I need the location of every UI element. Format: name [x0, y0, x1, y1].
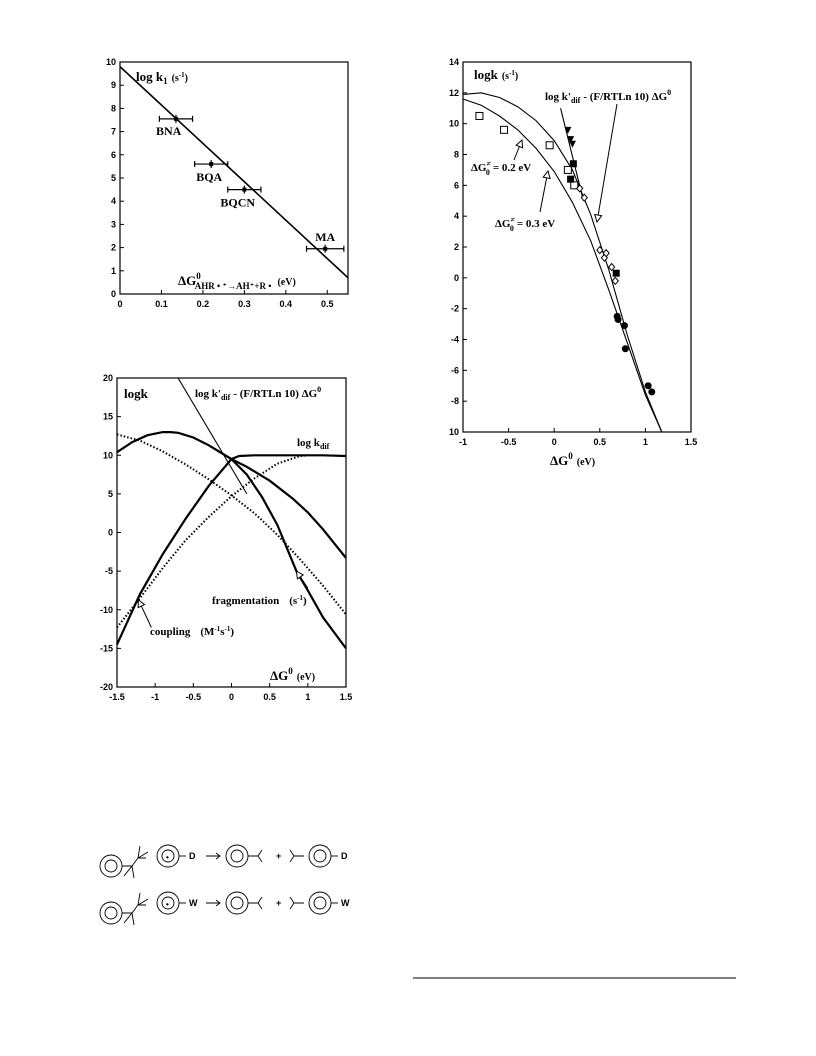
chart-b — [100, 373, 352, 702]
chart-a-point — [174, 117, 178, 121]
chart-c-ytick-label: -8 — [450, 396, 459, 407]
chart-b-coupling-main: coupling — [150, 626, 191, 638]
chart-a-point-label: BQA — [196, 170, 223, 185]
chart-b-xtick-label: -1.5 — [109, 692, 125, 702]
chart-a-frame — [120, 62, 348, 294]
chart-b-frame — [117, 378, 346, 687]
chart-b-xlabel-main: ΔG — [270, 668, 289, 683]
chart-c-ylabel-unit: (s — [501, 71, 510, 82]
chart-c-linear-label — [545, 88, 671, 105]
chart-b-frag-main: fragmentation — [212, 595, 280, 607]
chart-b-ytick-label: -10 — [99, 604, 113, 615]
chart-b-frag-exp: -1 — [297, 594, 304, 602]
chart-a-ytick-label: 4 — [110, 196, 116, 207]
chart-c-ytick-label: 6 — [453, 180, 459, 191]
chart-b-linear-a: log k' — [195, 388, 221, 400]
chart-c-linear-sup: 0 — [667, 88, 672, 97]
chart-b-ylabel: logk — [124, 386, 148, 401]
benzene-ring-icon — [226, 845, 248, 867]
chart-a-xlabel-unit: (eV) — [277, 277, 296, 288]
chart-c-xtick-label: 1.5 — [684, 437, 698, 447]
scheme-row2-plus: + — [276, 898, 282, 908]
reaction-arrow-icon — [206, 853, 220, 859]
chart-a-xlabel-sup: 0 — [196, 271, 201, 281]
chart-c-ylabel-close: ) — [514, 71, 519, 82]
chart-a-point — [242, 188, 246, 192]
chart-a-xlabel-sub: AHR • ⁺→AH⁺+R • — [194, 281, 272, 291]
chart-c-linear-arrow — [597, 104, 617, 222]
chart-c-label-03 — [495, 215, 555, 233]
chart-b-ytick-label: -15 — [99, 643, 113, 654]
chart-c-point-open-square — [501, 126, 508, 133]
chart-b-coupling-close: ) — [230, 626, 235, 638]
chart-b-ytick-label: 5 — [107, 488, 113, 499]
chart-a-xtick-label: 0 — [117, 299, 123, 309]
chart-c-ytick-label: -2 — [450, 303, 459, 314]
chart-a-ytick-label: 3 — [110, 219, 116, 230]
chart-c-label-02-sup: ≠ — [486, 159, 491, 168]
chart-b-xlabel-sup: 0 — [288, 666, 293, 676]
chart-c-curve-1 — [463, 99, 662, 432]
chart-a-ytick-label: 1 — [110, 265, 116, 276]
chart-c-point-filled-circle — [621, 322, 628, 329]
chart-c-linear-a: log k' — [545, 91, 571, 103]
chart-b-xtick-label: -1 — [151, 692, 160, 702]
fragment-bond-icon — [248, 850, 262, 862]
chart-b-ytick-label: 15 — [102, 411, 113, 422]
chart-b-coupling-exp2: -1 — [224, 625, 231, 633]
chart-c-xlabel-sup: 0 — [568, 451, 573, 461]
chart-c-xtick-label: 1 — [642, 437, 648, 447]
chart-b-series-1 — [117, 455, 346, 644]
chart-c-ytick-label: 10 — [448, 427, 459, 437]
chart-c-point-filled-triangle — [564, 127, 571, 134]
chart-b-dif-main: log k — [297, 437, 320, 449]
chart-a-ylabel — [136, 69, 188, 86]
chart-a-xtick-label: 0.3 — [238, 299, 251, 309]
fragment-bond-icon — [248, 897, 262, 909]
benzene-ring-icon — [100, 902, 122, 924]
scheme-row-2 — [100, 892, 338, 925]
chart-a-fit-line — [120, 67, 348, 278]
chart-c-ytick-label: 2 — [453, 242, 459, 252]
chart-c-ylabel-exp: -1 — [509, 69, 515, 77]
chart-c-point-open-diamond — [609, 264, 615, 271]
chart-c-xlabel-unit: (eV) — [576, 457, 596, 468]
fragment-bond-icon — [290, 850, 304, 862]
chart-c-curve-0 — [463, 93, 662, 432]
chart-c-label-02-a: ΔG — [471, 162, 487, 174]
chart-a-ylabel-close: ) — [184, 73, 189, 84]
chart-c-point-filled-square — [570, 160, 577, 167]
chart-b-frag-arrow-head — [296, 571, 303, 579]
chart-c-ytick-label: 8 — [453, 149, 459, 160]
chart-c-frame — [463, 62, 691, 432]
chart-b-linear-b: - (F/RTLn 10) ΔG — [233, 388, 318, 400]
chart-a-point-label: BNA — [155, 123, 182, 138]
chart-c-point-open-square — [546, 142, 553, 149]
chart-c-point-filled-circle — [622, 345, 629, 352]
chart-a — [106, 57, 348, 309]
fragment-bond-icon — [290, 897, 304, 909]
chart-c-ytick-label: -6 — [450, 365, 459, 376]
chart-c-02-arrow-head — [516, 140, 522, 148]
chart-b-coupling-label — [150, 625, 234, 638]
benzene-ring-inner-icon — [314, 897, 326, 909]
chart-c-point-open-square — [476, 112, 483, 119]
benzene-ring-inner-icon — [231, 897, 243, 909]
chart-a-ytick-label: 5 — [110, 173, 116, 183]
chart-c-linear-b: - (F/RTLn 10) ΔG — [583, 91, 668, 103]
chart-c-03-arrow-head — [543, 171, 550, 179]
scheme-row1-plus: + — [276, 851, 282, 861]
chart-b-xlabel — [270, 666, 315, 683]
chart-c-ytick-label: 4 — [453, 211, 459, 222]
chart-c-ytick-label: 12 — [448, 87, 459, 98]
benzene-ring-inner-icon — [105, 860, 117, 872]
reaction-scheme — [100, 845, 338, 925]
chart-c-label-03-b: = 0.3 eV — [516, 218, 556, 230]
chart-b-ytick-label: 10 — [102, 450, 113, 461]
benzene-ring-inner-icon — [105, 907, 117, 919]
chart-c-label-03-sup: ≠ — [510, 215, 515, 224]
benzene-ring-icon — [309, 892, 331, 914]
chart-c-label-03-sub: 0 — [509, 224, 514, 233]
chart-c-point-filled-circle — [645, 382, 652, 389]
chart-a-ytick-label: 8 — [110, 103, 116, 114]
chart-b-ytick-label: 20 — [102, 373, 113, 383]
chart-a-xlabel — [178, 271, 296, 291]
chart-c-label-02-sub: 0 — [485, 168, 490, 177]
scheme-row1-radical: • — [166, 853, 169, 862]
chart-b-coupling-arrow-head — [138, 600, 144, 608]
chart-b-series-2 — [232, 459, 347, 648]
chart-c-xtick-label: -0.5 — [500, 437, 517, 447]
chart-a-ytick-label: 0 — [110, 289, 116, 299]
chart-b-frag-unit: (s — [289, 595, 298, 607]
scheme-row2-substituent: W — [189, 898, 198, 908]
chart-a-ytick-label: 10 — [105, 57, 116, 67]
chart-c-ytick-label: 0 — [453, 272, 459, 283]
chart-a-xtick-label: 0.2 — [196, 299, 210, 309]
chart-b-xtick-label: 1 — [305, 692, 311, 702]
chart-a-point-label: BQCN — [220, 195, 256, 210]
benzene-ring-icon — [309, 845, 331, 867]
chart-c-ylabel — [474, 67, 518, 82]
chart-c-linear-sub: dif — [570, 96, 581, 105]
chart-a-ytick-label: 2 — [110, 242, 116, 253]
chart-c-ytick-label: 14 — [448, 57, 459, 67]
reaction-arrow-icon — [206, 900, 220, 906]
chart-c-xtick-label: 0 — [551, 437, 557, 447]
scheme-row2-radical: • — [166, 900, 169, 909]
chart-c-ytick-label: -4 — [450, 334, 459, 345]
chart-b-xtick-label: 1.5 — [339, 692, 353, 702]
chart-b-ytick-label: 0 — [107, 527, 113, 538]
chart-b-series-3 — [117, 434, 346, 614]
chart-b-xtick-label: 0 — [228, 692, 235, 702]
chart-b-linear-sup: 0 — [317, 385, 322, 394]
chart-b-xtick-label: -0.5 — [185, 692, 202, 702]
chart-c-xlabel — [550, 451, 595, 468]
scheme-row-1 — [100, 845, 338, 878]
chart-c-point-filled-square — [567, 176, 574, 183]
chart-a-ylabel-main: log k — [136, 69, 164, 84]
bond-lines-icon — [122, 846, 148, 878]
chart-c-xtick-label: 0.5 — [593, 437, 607, 447]
chart-b-linear-sub: dif — [220, 393, 231, 402]
chart-c-ylabel-main: logk — [474, 67, 498, 82]
bond-lines-icon — [122, 893, 148, 925]
chart-c-label-02 — [471, 159, 531, 177]
chart-a-xtick-label: 0.4 — [279, 299, 293, 309]
chart-c-xlabel-main: ΔG — [550, 453, 569, 468]
chart-c-label-03-a: ΔG — [495, 218, 511, 230]
chart-a-point-label: MA — [315, 229, 336, 244]
chart-b-linear-label — [195, 385, 321, 402]
chart-b-dif-sub: dif — [319, 442, 330, 451]
chart-a-point — [323, 247, 327, 251]
chart-b-ytick-label: -5 — [104, 566, 113, 577]
chart-c-linear-arrow-head — [595, 215, 602, 222]
chart-b-ytick-label: -20 — [99, 682, 113, 692]
chart-c-point-filled-circle — [648, 388, 655, 395]
chart-c-point-filled-square — [613, 270, 620, 277]
chart-a-ytick-label: 7 — [110, 126, 116, 137]
chart-a-xlabel-main: ΔG — [178, 273, 197, 288]
chart-c-point-open-square — [564, 166, 571, 173]
chart-b-frag-label — [212, 594, 307, 607]
benzene-ring-inner-icon — [314, 850, 326, 862]
scheme-row1-substituent: D — [189, 851, 196, 861]
chart-a-ytick-label: 9 — [110, 80, 116, 91]
benzene-ring-icon — [100, 855, 122, 877]
chart-b-dif-label — [297, 437, 330, 451]
chart-b-xtick-label: 0.5 — [263, 692, 276, 702]
scheme-labels — [166, 851, 350, 909]
chart-a-ylabel-exp: -1 — [178, 71, 185, 79]
chart-a-point — [209, 162, 213, 166]
chart-b-xlabel-unit: (eV) — [296, 672, 316, 683]
chart-a-xtick-label: 0.1 — [155, 299, 168, 309]
chart-b-coupling-unit: (M — [200, 626, 215, 638]
chart-b-coupling-mid: s — [220, 626, 225, 638]
benzene-ring-icon — [226, 892, 248, 914]
chart-b-coupling-exp1: -1 — [214, 625, 221, 633]
chart-a-xtick-label: 0.5 — [321, 299, 334, 309]
benzene-ring-inner-icon — [231, 850, 243, 862]
chart-b-frag-close: ) — [303, 595, 307, 607]
chart-c-xtick-label: -1 — [458, 437, 468, 447]
chart-a-ytick-label: 6 — [110, 149, 116, 160]
chart-a-ylabel-unit: (s — [171, 73, 179, 84]
chart-c-label-02-b: = 0.2 eV — [492, 162, 532, 174]
scheme-row2-product-substituent: W — [341, 898, 350, 908]
chart-c-point-filled-circle — [615, 316, 622, 323]
chart-a-ylabel-sub: 1 — [163, 76, 168, 86]
scheme-row1-product-substituent: D — [341, 851, 348, 861]
chart-c — [449, 57, 697, 468]
chart-c-ytick-label: 10 — [448, 118, 459, 129]
